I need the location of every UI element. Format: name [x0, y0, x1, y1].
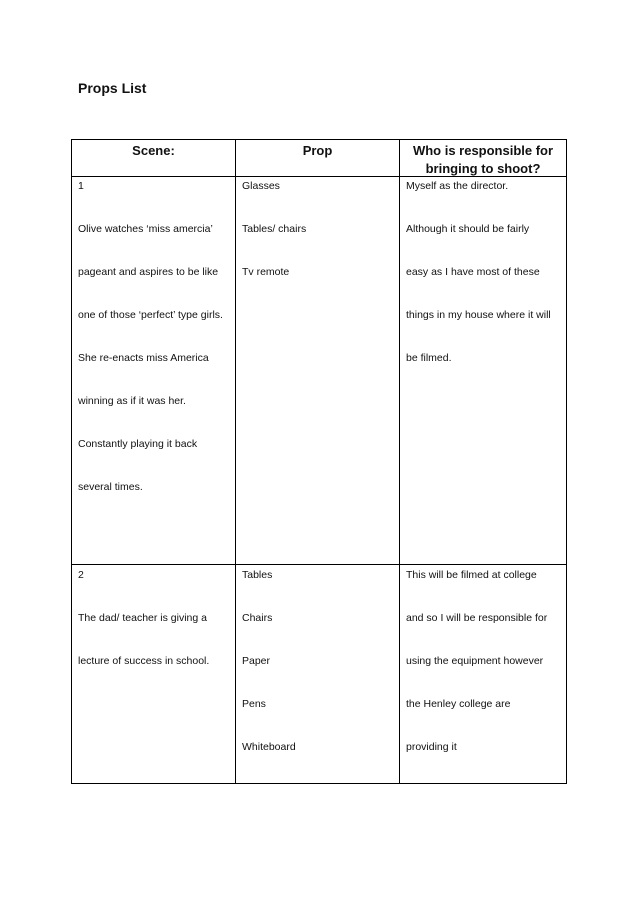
table-cell-prop: Tables — [242, 569, 273, 581]
table-cell-responsible: using the equipment however — [406, 655, 544, 667]
table-cell-scene: The dad/ teacher is giving a — [78, 612, 207, 624]
table-cell-scene: winning as if it was her. — [78, 395, 186, 407]
table-cell-prop: Tv remote — [242, 266, 290, 278]
table-cell-scene: 2 — [78, 569, 84, 581]
table-cell-scene: Constantly playing it back — [78, 438, 198, 450]
column-divider — [399, 140, 400, 783]
props-table — [71, 139, 567, 784]
table-cell-scene: Olive watches ‘miss amercia’ — [78, 223, 213, 235]
table-cell-scene: She re-enacts miss America — [78, 352, 209, 364]
column-divider — [235, 140, 236, 783]
table-cell-prop: Whiteboard — [242, 741, 296, 753]
table-cell-responsible: Myself as the director. — [406, 180, 509, 192]
table-cell-scene: pageant and aspires to be like — [78, 266, 219, 278]
table-cell-scene: several times. — [78, 481, 143, 493]
table-cell-prop: Paper — [242, 655, 271, 667]
table-cell-prop: Tables/ chairs — [242, 223, 307, 235]
table-cell-responsible: things in my house where it will — [406, 309, 551, 321]
row-divider — [72, 564, 566, 565]
table-cell-responsible: This will be filmed at college — [406, 569, 537, 581]
header-responsible: Who is responsible for bringing to shoot? — [412, 143, 554, 176]
table-cell-prop: Chairs — [242, 612, 273, 624]
header-prop: Prop — [302, 143, 333, 158]
table-cell-scene: 1 — [78, 180, 84, 192]
table-cell-responsible: and so I will be responsible for — [406, 612, 548, 624]
table-cell-responsible: be filmed. — [406, 352, 452, 364]
table-cell-responsible: the Henley college are — [406, 698, 511, 710]
table-cell-responsible: Although it should be fairly — [406, 223, 530, 235]
table-cell-responsible: providing it — [406, 741, 457, 753]
table-cell-prop: Glasses — [242, 180, 280, 192]
table-cell-scene: one of those ‘perfect’ type girls. — [78, 309, 223, 321]
header-scene: Scene: — [132, 143, 175, 158]
table-cell-responsible: easy as I have most of these — [406, 266, 540, 278]
table-cell-scene: lecture of success in school. — [78, 655, 210, 667]
table-cell-prop: Pens — [242, 698, 266, 710]
page-title: Props List — [78, 80, 147, 96]
